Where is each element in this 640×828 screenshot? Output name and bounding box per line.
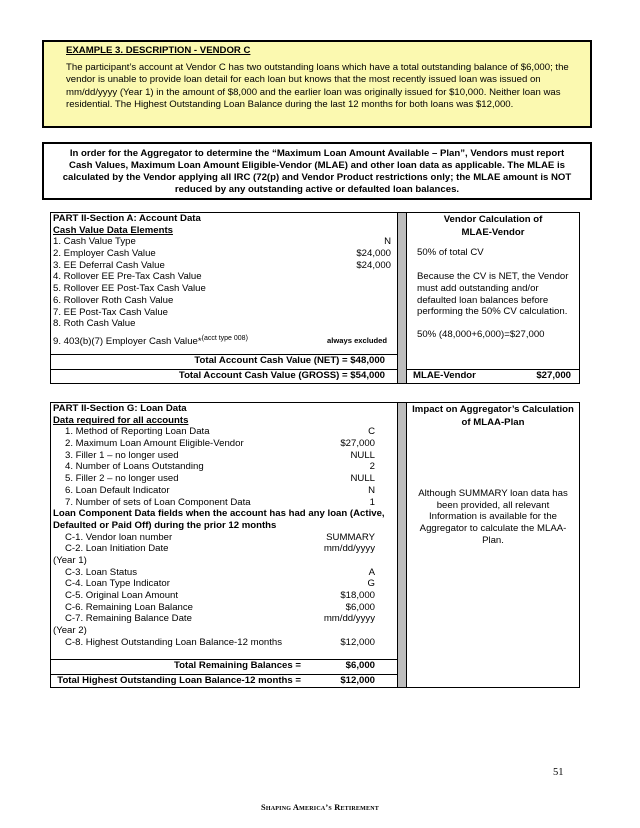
- section-g-subtitle: Data required for all accounts: [53, 414, 189, 426]
- row-value: $24,000: [356, 248, 391, 260]
- table-row: [51, 260, 397, 272]
- impact-title-2: of MLAA-Plan: [461, 416, 525, 428]
- section-g-table: [50, 402, 580, 688]
- mlae-value: $27,000: [536, 370, 571, 381]
- page-number: 51: [553, 767, 564, 778]
- section-g-title: PART II-Section G: Loan Data: [53, 403, 187, 414]
- row-value: A: [368, 566, 375, 578]
- row-label: 2. Maximum Loan Amount Eligible-Vendor: [65, 438, 244, 450]
- row-label: 1. Method of Reporting Loan Data: [65, 426, 210, 438]
- impact-title: Impact on Aggregator’s Calculation: [412, 404, 574, 415]
- mlae-vendor-row: [407, 369, 579, 382]
- total-remaining: Total Remaining Balances = $6,000: [51, 659, 397, 672]
- row-value: NULL: [350, 473, 375, 485]
- section-g-left: [51, 403, 397, 687]
- table-row: [51, 532, 397, 544]
- table-row: [51, 637, 397, 649]
- row9-sup: (acct type 008): [201, 334, 248, 342]
- table-row: [51, 426, 397, 438]
- table-row: [51, 461, 397, 473]
- row-value: G: [367, 578, 375, 590]
- section-a-table: [50, 212, 580, 384]
- total-highest: Total Highest Outstanding Loan Balance-12 months = $12,000: [51, 674, 397, 687]
- total-net: Total Account Cash Value (NET) = $48,000: [51, 354, 397, 367]
- component-heading: Loan Component Data fields when the account has had any loan (Active, Defaulted or Paid Off) during the prior 12 months: [53, 508, 385, 531]
- section-a-rows: [51, 236, 397, 330]
- row-value: $12,000: [340, 636, 375, 648]
- row-label: 3. EE Deferral Cash Value: [53, 259, 165, 271]
- table-row: [51, 613, 397, 625]
- row-label: C-7. Remaining Balance Date: [65, 613, 192, 625]
- table-row: [51, 438, 397, 450]
- row-value: N: [368, 484, 375, 496]
- vendor-calc-title-2: MLAE-Vendor: [461, 226, 525, 238]
- row-label: 2. Employer Cash Value: [53, 248, 156, 260]
- total-gross: Total Account Cash Value (GROSS) = $54,000: [51, 369, 397, 382]
- row-value: mm/dd/yyyy: [323, 543, 375, 555]
- row-value: mm/dd/yyyy: [323, 613, 375, 625]
- table-row: [51, 473, 397, 485]
- row-label: 5. Filler 2 – no longer used: [65, 473, 179, 485]
- vendor-calc-line: Because the CV is NET, the Vendor must add outstanding and/or defaulted loan balances before performing the 50% CV calculation.: [417, 271, 569, 318]
- row-label: (Year 2): [53, 625, 87, 637]
- row-label: 4. Rollover EE Pre-Tax Cash Value: [53, 271, 202, 283]
- table-row: [51, 318, 397, 330]
- table-row: [51, 271, 397, 283]
- table-row: [51, 330, 397, 348]
- example-title: EXAMPLE 3. DESCRIPTION - VENDOR C: [66, 45, 251, 56]
- aggregator-note: In order for the Aggregator to determine the “Maximum Loan Amount Available – Plan”, Vendors must report Cash Values, Maximum Loan Amount Eligible-Vendor (MLAE) and other loan data as applicable. The MLAE is calculated by the Vendor applying all IRC (72(p) and Vendor Product restrictions only; the MLAE amount is NOT reduced by any outstanding active or defaulted loan balances.: [42, 142, 592, 200]
- table-row: [51, 236, 397, 248]
- table-row: [51, 625, 397, 637]
- row-label: 3. Filler 1 – no longer used: [65, 449, 179, 461]
- table-row: [51, 590, 397, 602]
- table-row: [51, 450, 397, 462]
- row-label: C-6. Remaining Loan Balance: [65, 601, 193, 613]
- row-label: C-4. Loan Type Indicator: [65, 578, 170, 590]
- table-row: [51, 567, 397, 579]
- row-value: 1: [369, 496, 375, 508]
- footer: Shaping America’s Retirement: [261, 803, 379, 812]
- table-row: [51, 307, 397, 319]
- row9-note: always excluded: [327, 335, 387, 345]
- row-label: C-3. Loan Status: [65, 566, 137, 578]
- row-value: $27,000: [340, 438, 375, 450]
- row9-label: 9. 403(b)(7) Employer Cash Value*: [53, 336, 202, 348]
- vendor-calc-title: Vendor Calculation of: [443, 214, 543, 225]
- section-a-gutter: [397, 213, 407, 383]
- table-row: [51, 543, 397, 555]
- table-row: [51, 295, 397, 307]
- table-row: [51, 578, 397, 590]
- row-label: 7. EE Post-Tax Cash Value: [53, 306, 169, 318]
- row-label: C-8. Highest Outstanding Loan Balance-12 months: [65, 636, 283, 648]
- row-label: 7. Number of sets of Loan Component Data: [65, 496, 251, 508]
- example-body: The participant’s account at Vendor C has two outstanding loans which have a total outstanding balance of $6,000; the vendor is unable to provide loan detail for each loan but knows that the most recently issued loan was issued on mm/dd/yyyy (Year 1) in the amount of $8,000 and the earlier loan was originally issued for $10,000. Neither loan was residential. The Highest Outstanding Loan Balance during the last 12 months for both loans was $12,000.: [66, 62, 569, 110]
- row-value: 2: [369, 461, 375, 473]
- table-row: [51, 555, 397, 567]
- row-value: $18,000: [340, 590, 375, 602]
- row-value: N: [384, 236, 391, 248]
- row-label: 6. Loan Default Indicator: [65, 484, 170, 496]
- row-value: C: [368, 426, 375, 438]
- row-value: NULL: [350, 449, 375, 461]
- section-g-right: [407, 403, 579, 687]
- row-label: C-5. Original Loan Amount: [65, 590, 179, 602]
- table-row: [51, 283, 397, 295]
- table-row: [51, 485, 397, 497]
- table-row: [51, 248, 397, 260]
- row-label: (Year 1): [53, 554, 87, 566]
- section-a-left: [51, 213, 397, 383]
- row-value: $24,000: [356, 259, 391, 271]
- row-value: SUMMARY: [326, 531, 375, 543]
- row-label: 1. Cash Value Type: [53, 236, 136, 248]
- row-value: $6,000: [345, 601, 375, 613]
- section-a-title: PART II-Section A: Account Data: [53, 213, 201, 224]
- row-label: 8. Roth Cash Value: [53, 318, 136, 330]
- row-label: C-1. Vendor loan number: [65, 531, 173, 543]
- mlae-label: MLAE-Vendor: [413, 370, 476, 381]
- table-row: [51, 497, 397, 509]
- vendor-calc-line: 50% (48,000+6,000)=$27,000: [417, 328, 545, 340]
- section-a-right: [407, 213, 579, 383]
- row-label: 5. Rollover EE Post-Tax Cash Value: [53, 283, 206, 295]
- row-label: 4. Number of Loans Outstanding: [65, 461, 204, 473]
- vendor-calc-line: 50% of total CV: [417, 247, 484, 259]
- table-row: [51, 602, 397, 614]
- row-label: 6. Rollover Roth Cash Value: [53, 294, 174, 306]
- section-g-gutter: [397, 403, 407, 687]
- impact-body: Although SUMMARY loan data has been provided, all relevant Information is available for the Aggregator to calculate the MLAA-Plan.: [418, 488, 568, 546]
- section-a-subtitle: Cash Value Data Elements: [53, 224, 173, 236]
- row-label: C-2. Loan Initiation Date: [65, 543, 169, 555]
- example-box: [42, 40, 592, 128]
